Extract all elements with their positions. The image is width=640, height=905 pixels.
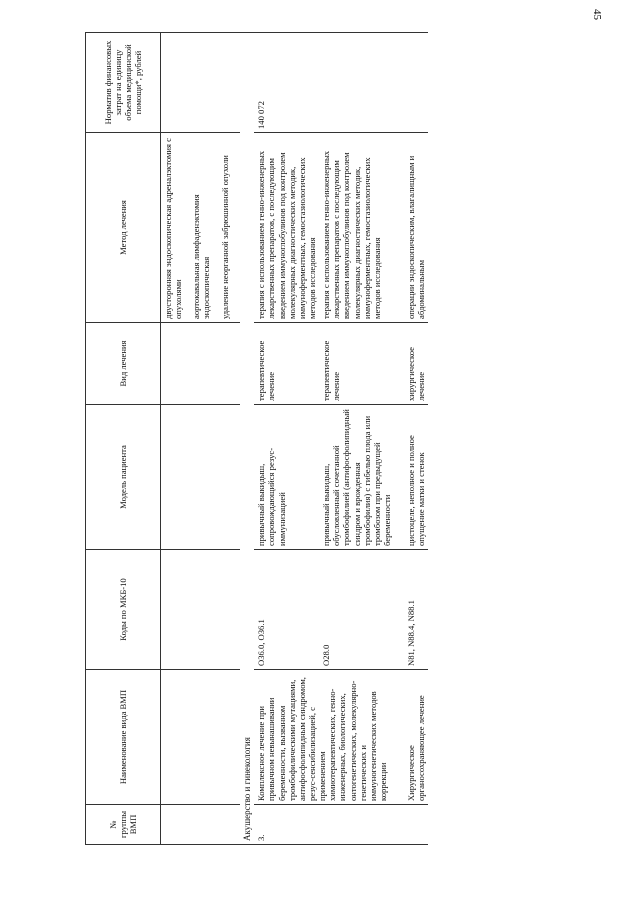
previous-method: удаление неорганной забрюшинной опухоли	[219, 155, 230, 319]
previous-method: двусторонняя эндоскопическая адреналэктомия с опухолями	[163, 138, 184, 319]
patient-model: привычный выкидыш, сопровождающийся резус-иммунизацией	[254, 405, 319, 550]
table-row	[404, 33, 428, 845]
treatment-method: терапия с использованием генно-инженерных лекарственных препаратов, с последующим введением иммуноглобулинов под контролем молекулярных диагностических методик, иммуноферментных, гемостазиологических методов исследования	[254, 133, 319, 323]
header-group-number: № группы ВМП	[86, 805, 161, 845]
header-row	[86, 33, 161, 845]
header-treatment-type: Вид лечения	[86, 323, 161, 405]
treatment-type: терапевтическое лечение	[254, 323, 319, 405]
financial-norm: 140 072	[254, 33, 319, 133]
rotated-table-page	[85, 25, 600, 845]
treatment-type: хирургическое лечение	[404, 323, 428, 405]
icd-codes: O28.0	[319, 550, 394, 670]
icd-codes: O36.0, O36.1	[254, 550, 319, 670]
page-number: 45	[591, 9, 603, 20]
table-row	[161, 33, 240, 845]
group-number: 3.	[254, 805, 319, 845]
header-icd-codes: Коды по МКБ-10	[86, 550, 161, 670]
treatment-method: операции эндоскопическим, влагалищным и абдоминальным	[404, 133, 428, 323]
treatment-type: терапевтическое лечение	[319, 323, 394, 405]
patient-model: привычный выкидыш, обусловленный сочетанной тромбофилией (антифосфолипидный синдром и врожденная тромбофилия) с гибелью плода или тромбозом при предыдущей беременности	[319, 405, 394, 550]
table-row	[254, 33, 319, 845]
previous-method: аортокавальная лимфаденэктомия эндоскопическая	[191, 194, 212, 319]
vmp-table	[85, 32, 428, 845]
header-patient-model: Модель пациента	[86, 405, 161, 550]
icd-codes: N81, N88.4, N88.1	[404, 550, 428, 670]
header-vmp-name: Наименование вида ВМП	[86, 670, 161, 805]
patient-model: цистоцеле, неполное и полное опущение матки и стенок	[404, 405, 428, 550]
section-row	[240, 33, 255, 845]
vmp-name: Комплексное лечение при привычном невынашивании беременности, вызванном тромбофилическими мутациями, антифосфолипидным синдромом, резус-сенсибилизацией, с применением химиотерапевтических, генно-инженерных, биологических, онтогенетических, молекулярно-генетических и иммуногенетических методов коррекции	[254, 670, 394, 805]
treatment-method: терапия с использованием генно-инженерных лекарственных препаратов с последующим введением иммуноглобулинов под контролем молекулярных диагностических методик, иммуноферментных, гемостазиологических методов исследования	[319, 133, 394, 323]
vmp-name: Хирургическое органосохраняющее лечение	[404, 670, 428, 805]
header-treatment-method: Метод лечения	[86, 133, 161, 323]
previous-methods-cell	[161, 133, 240, 323]
header-financial-norm: Норматив финансовых затрат на единицу объема медицинской помощи*, рублей	[86, 33, 161, 133]
section-title: Акушерство и гинекология	[240, 33, 255, 845]
